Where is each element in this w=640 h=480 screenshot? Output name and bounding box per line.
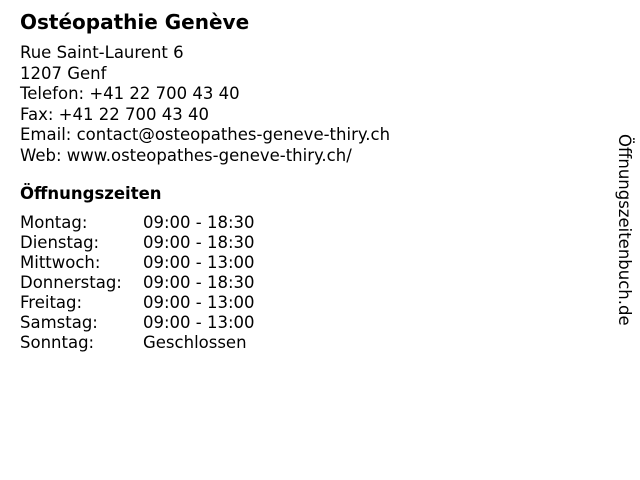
hours-row-monday <box>20 213 255 233</box>
time-value: 09:00 - 18:30 <box>143 213 255 232</box>
time-value: 09:00 - 18:30 <box>143 233 255 252</box>
hours-row-friday <box>20 293 255 313</box>
day-label: Mittwoch: <box>20 253 101 272</box>
business-name: Ostéopathie Genève <box>20 10 250 34</box>
day-label: Samstag: <box>20 313 98 332</box>
contact-block <box>20 43 390 166</box>
day-label: Donnerstag: <box>20 273 122 292</box>
day-label: Sonntag: <box>20 333 95 352</box>
hours-row-saturday <box>20 313 255 333</box>
time-value: 09:00 - 13:00 <box>143 253 255 272</box>
hours-row-sunday <box>20 333 255 353</box>
day-label: Montag: <box>20 213 88 232</box>
watermark-text: Öffnungszeitenbuch.de <box>615 134 634 326</box>
time-value: 09:00 - 13:00 <box>143 313 255 332</box>
fax: Fax: +41 22 700 43 40 <box>20 104 209 124</box>
street-address: Rue Saint-Laurent 6 <box>20 43 184 62</box>
time-value: 09:00 - 18:30 <box>143 273 255 292</box>
day-label: Dienstag: <box>20 233 100 252</box>
phone: Telefon: +41 22 700 43 40 <box>20 84 240 103</box>
email: Email: contact@osteopathes-geneve-thiry.ch <box>20 125 391 144</box>
website: Web: www.osteopathes-geneve-thiry.ch/ <box>20 145 352 165</box>
watermark-container <box>613 134 635 364</box>
day-label: Freitag: <box>20 293 83 312</box>
time-value: 09:00 - 13:00 <box>143 293 255 312</box>
hours-row-tuesday <box>20 233 255 253</box>
time-value: Geschlossen <box>143 333 247 352</box>
hours-row-wednesday <box>20 253 255 273</box>
hours-row-thursday <box>20 273 255 293</box>
city: 1207 Genf <box>20 63 107 83</box>
hours-heading: Öffnungszeiten <box>20 184 162 203</box>
opening-hours-table <box>20 213 255 353</box>
